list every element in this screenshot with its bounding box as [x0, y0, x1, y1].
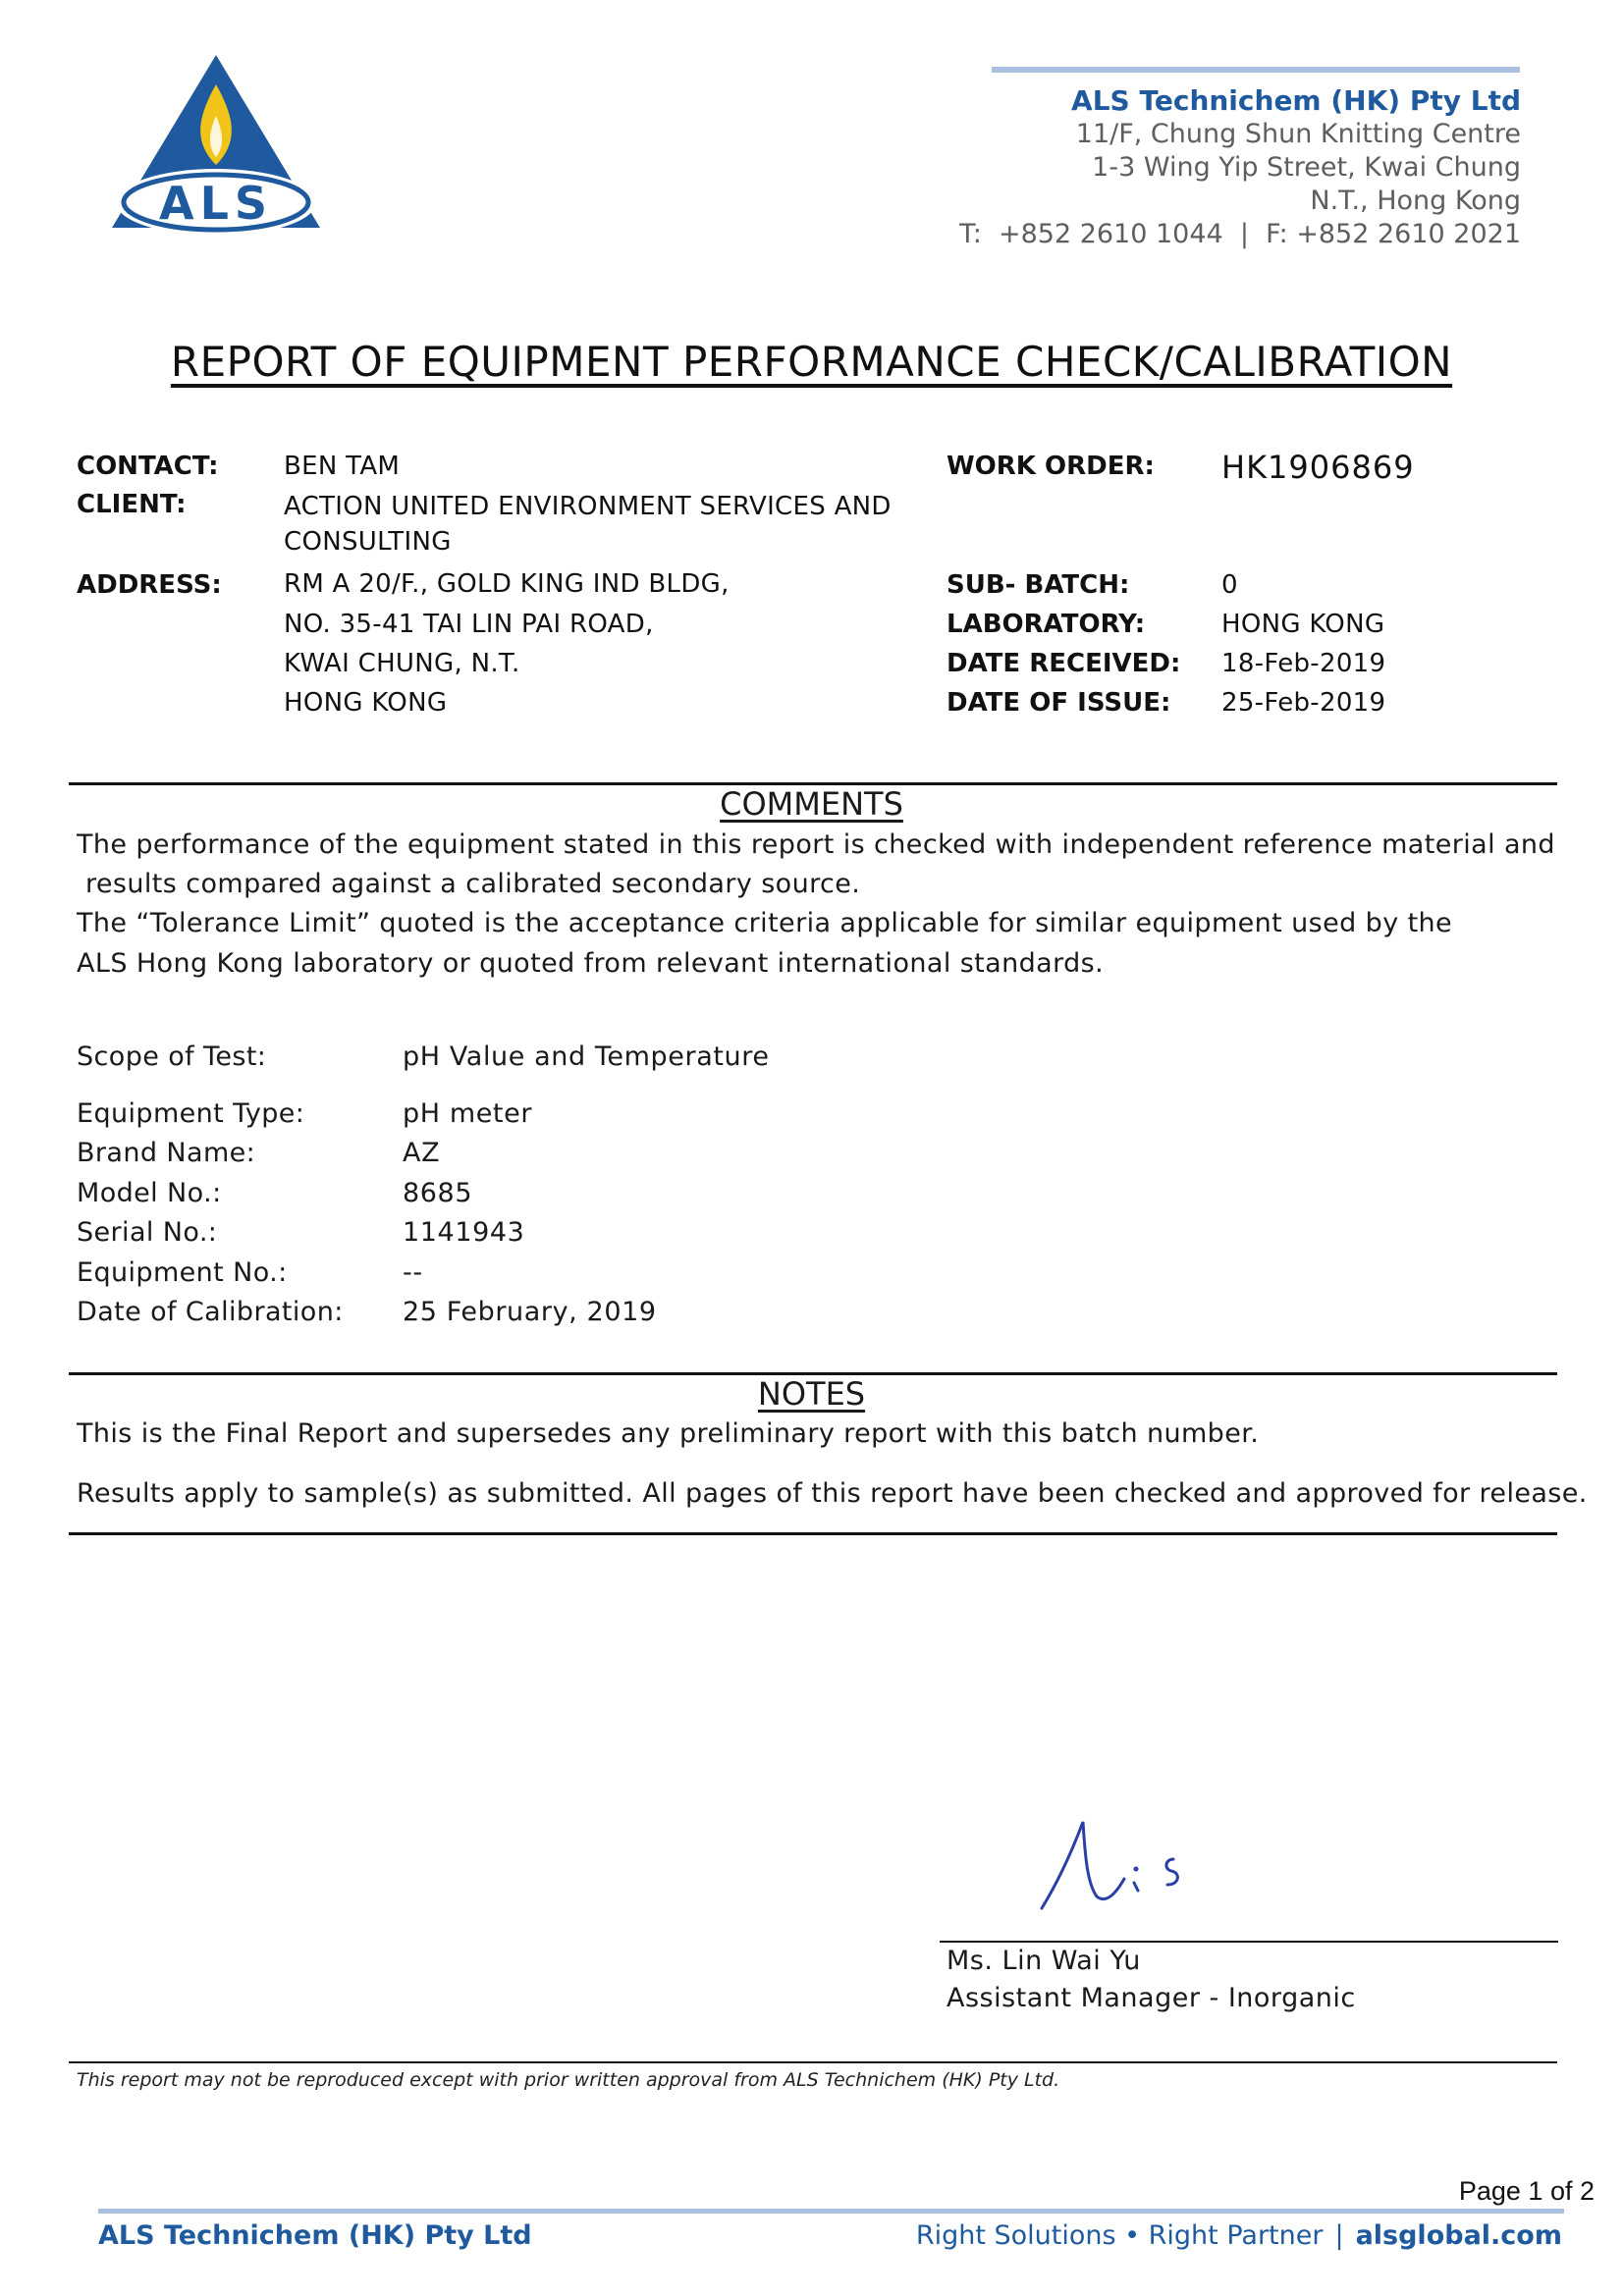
address-line: NO. 35-41 TAI LIN PAI ROAD, — [284, 610, 654, 639]
brand-label: Brand Name: — [77, 1138, 256, 1168]
client-value: ACTION UNITED ENVIRONMENT SERVICES AND — [284, 492, 892, 521]
sub-batch-label: SUB- BATCH: — [947, 570, 1130, 600]
notes-heading: NOTES — [757, 1375, 866, 1413]
company-header — [959, 84, 1521, 251]
calibration-date-label: Date of Calibration: — [77, 1297, 344, 1327]
comments-line: The “Tolerance Limit” quoted is the acceptance criteria applicable for similar equipment used by the — [77, 908, 1453, 938]
als-logo — [110, 55, 322, 251]
model-value: 8685 — [403, 1178, 473, 1208]
laboratory-value: HONG KONG — [1221, 610, 1385, 639]
footer-right — [916, 2220, 1562, 2251]
footer-rule — [98, 2209, 1564, 2214]
footer-separator: | — [1334, 2220, 1344, 2251]
disclaimer-divider — [69, 2061, 1557, 2063]
client-label: CLIENT: — [77, 490, 187, 519]
footer-company: ALS Technichem (HK) Pty Ltd — [98, 2220, 532, 2251]
section-divider — [69, 1532, 1557, 1535]
footer-website: alsglobal.com — [1355, 2220, 1562, 2251]
company-name: ALS Technichem (HK) Pty Ltd — [1071, 84, 1521, 117]
report-title: REPORT OF EQUIPMENT PERFORMANCE CHECK/CALIBRATION — [170, 338, 1453, 386]
address-line: HONG KONG — [284, 688, 448, 718]
signature-line — [940, 1941, 1558, 1943]
serial-label: Serial No.: — [77, 1217, 218, 1248]
serial-value: 1141943 — [403, 1217, 525, 1248]
laboratory-label: LABORATORY: — [947, 610, 1146, 639]
date-received-label: DATE RECEIVED: — [947, 649, 1181, 678]
logo-text: ALS — [158, 177, 274, 230]
comments-heading: COMMENTS — [720, 785, 903, 823]
equipment-no-label: Equipment No.: — [77, 1257, 288, 1288]
date-issue-label: DATE OF ISSUE: — [947, 688, 1171, 718]
handwritten-signature-icon — [1036, 1814, 1193, 1922]
calibration-date-value: 25 February, 2019 — [403, 1297, 657, 1327]
company-address-line: 1-3 Wing Yip Street, Kwai Chung — [1092, 152, 1521, 183]
contact-label: CONTACT: — [77, 452, 219, 481]
scope-label: Scope of Test: — [77, 1041, 267, 1072]
als-logo-icon — [110, 55, 322, 251]
company-address-line: N.T., Hong Kong — [1310, 186, 1521, 216]
notes-line: This is the Final Report and supersedes any preliminary report with this batch number. — [77, 1418, 1260, 1449]
scope-value: pH Value and Temperature — [403, 1041, 770, 1072]
disclaimer: This report may not be reproduced except with prior written approval from ALS Technichem (HK) Pty Ltd. — [77, 2069, 1060, 2091]
comments-line: ALS Hong Kong laboratory or quoted from relevant international standards. — [77, 948, 1105, 979]
brand-value: AZ — [403, 1138, 441, 1168]
equipment-no-value: -- — [403, 1257, 423, 1288]
comments-line: The performance of the equipment stated in this report is checked with independent reference material and — [77, 829, 1555, 860]
work-order-label: WORK ORDER: — [947, 452, 1155, 481]
date-received-value: 18-Feb-2019 — [1221, 649, 1386, 678]
address-line: KWAI CHUNG, N.T. — [284, 649, 520, 678]
contact-value: BEN TAM — [284, 452, 401, 481]
comments-line: results compared against a calibrated secondary source. — [77, 869, 861, 899]
equipment-type-value: pH meter — [403, 1098, 533, 1129]
sub-batch-value: 0 — [1221, 570, 1238, 600]
header-rule — [992, 67, 1520, 73]
address-line: RM A 20/F., GOLD KING IND BLDG, — [284, 569, 730, 599]
date-issue-value: 25-Feb-2019 — [1221, 688, 1386, 718]
signature — [1036, 1814, 1193, 1922]
client-value-cont: CONSULTING — [284, 527, 452, 557]
notes-line: Results apply to sample(s) as submitted. All pages of this report have been checked and approved for release. — [77, 1478, 1588, 1509]
address-label: ADDRESS: — [77, 570, 222, 600]
page-indicator: Page 1 of 2 — [1458, 2176, 1595, 2206]
signer-name: Ms. Lin Wai Yu — [947, 1946, 1141, 1976]
model-label: Model No.: — [77, 1178, 222, 1208]
work-order-value: HK1906869 — [1221, 449, 1415, 486]
signer-position: Assistant Manager - Inorganic — [947, 1983, 1356, 2013]
equipment-type-label: Equipment Type: — [77, 1098, 305, 1129]
company-phone: T: +852 2610 1044 | F: +852 2610 2021 — [959, 219, 1521, 249]
footer-tagline: Right Solutions • Right Partner — [915, 2220, 1324, 2251]
company-address-line: 11/F, Chung Shun Knitting Centre — [1075, 119, 1521, 149]
